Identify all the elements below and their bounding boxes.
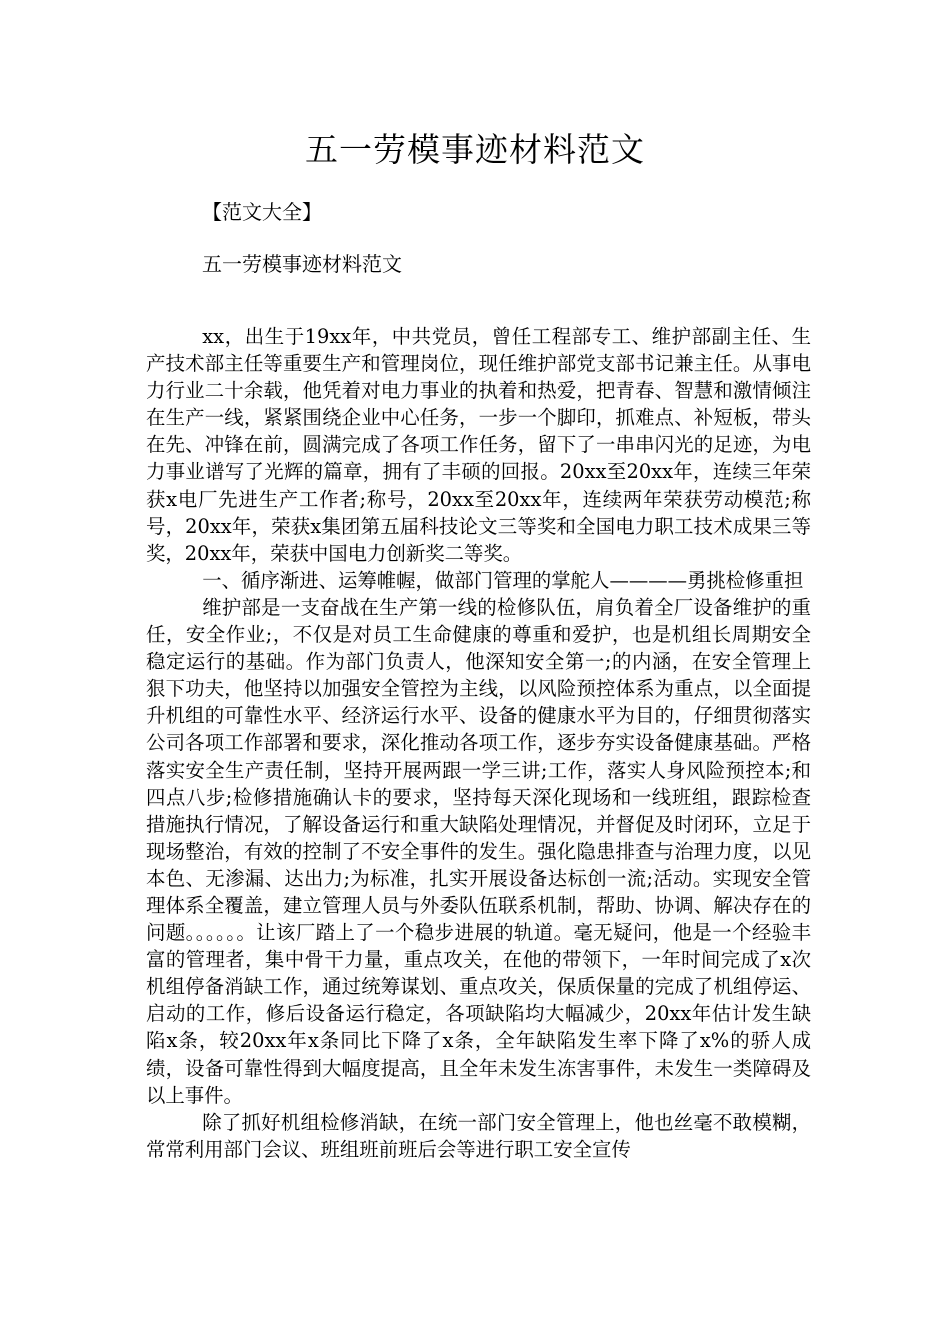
category-label: 【范文大全】 — [202, 200, 322, 224]
paragraph-continued: 除了抓好机组检修消缺，在统一部门安全管理上，他也丝毫不敢模糊，常常利用部门会议、班组班前班后会等进行职工安全宣传 — [146, 1110, 811, 1161]
paragraph-intro: xx，出生于19xx年，中共党员，曾任工程部专工、维护部副主任、生产技术部主任等重要生产和管理岗位，现任维护部党支部书记兼主任。从事电力行业二十余载，他凭着对电力事业的执着和热爱，把青春、智慧和激情倾注在生产一线，紧紧围绕企业中心任务，一步一个脚印，抓难点、补短板，带头在先、冲锋在前，圆满完成了各项工作任务，留下了一串串闪光的足迹，为电力事业谱写了光辉的篇章，拥有了丰硕的回报。20xx至20xx年，连续三年荣获x电厂先进生产工作者;称号，20xx至20xx年，连续两年荣获劳动模范;称号，20xx年，荣获x集团第五届科技论文三等奖和全国电力职工技术成果三等奖，20xx年，荣获中国电力创新奖二等奖。 — [146, 325, 811, 565]
section-heading: 一、循序渐进、运筹帷幄，做部门管理的掌舵人————勇挑检修重担 — [202, 568, 804, 592]
document-body — [146, 323, 811, 1163]
paragraph-safety: 维护部是一支奋战在生产第一线的检修队伍，肩负着全厂设备维护的重任，安全作业;，不仅是对员工生命健康的尊重和爱护，也是机组长周期安全稳定运行的基础。作为部门负责人，他深知安全第一;的内涵，在安全管理上狠下功夫，他坚持以加强安全管控为主线，以风险预控体系为重点，以全面提升机组的可靠性水平、经济运行水平、设备的健康水平为目的，仔细贯彻落实公司各项工作部署和要求，深化推动各项工作，逐步夯实设备健康基础。严格落实安全生产责任制，坚持开展两跟一学三讲;工作，落实人身风险预控本;和四点八步;检修措施确认卡的要求，坚持每天深化现场和一线班组，跟踪检查措施执行情况，了解设备运行和重大缺陷处理情况，并督促及时闭环，立足于现场整治，有效的控制了不安全事件的发生。强化隐患排查与治理力度，以见本色、无渗漏、达出力;为标准，扎实开展设备达标创一流;活动。实现安全管理体系全覆盖，建立管理人员与外委队伍联系机制，帮助、协调、解决存在的问题。。。。。。让该厂踏上了一个稳步进展的轨道。毫无疑问，他是一个经验丰富的管理者，集中骨干力量，重点攻关，在他的带领下，一年时间完成了x次机组停备消缺工作，通过统筹谋划、重点攻关，保质保量的完成了机组停运、启动的工作，修后设备运行稳定，各项缺陷均大幅减少，20xx年估计发生缺陷x条，较20xx年x条同比下降了x条，全年缺陷发生率下降了x%的骄人成绩，设备可靠性得到大幅度提高，且全年未发生冻害事件，未发生一类障碍及以上事件。 — [146, 595, 811, 1107]
document-subtitle: 五一劳模事迹材料范文 — [202, 252, 402, 276]
document-title: 五一劳模事迹材料范文 — [305, 130, 645, 169]
